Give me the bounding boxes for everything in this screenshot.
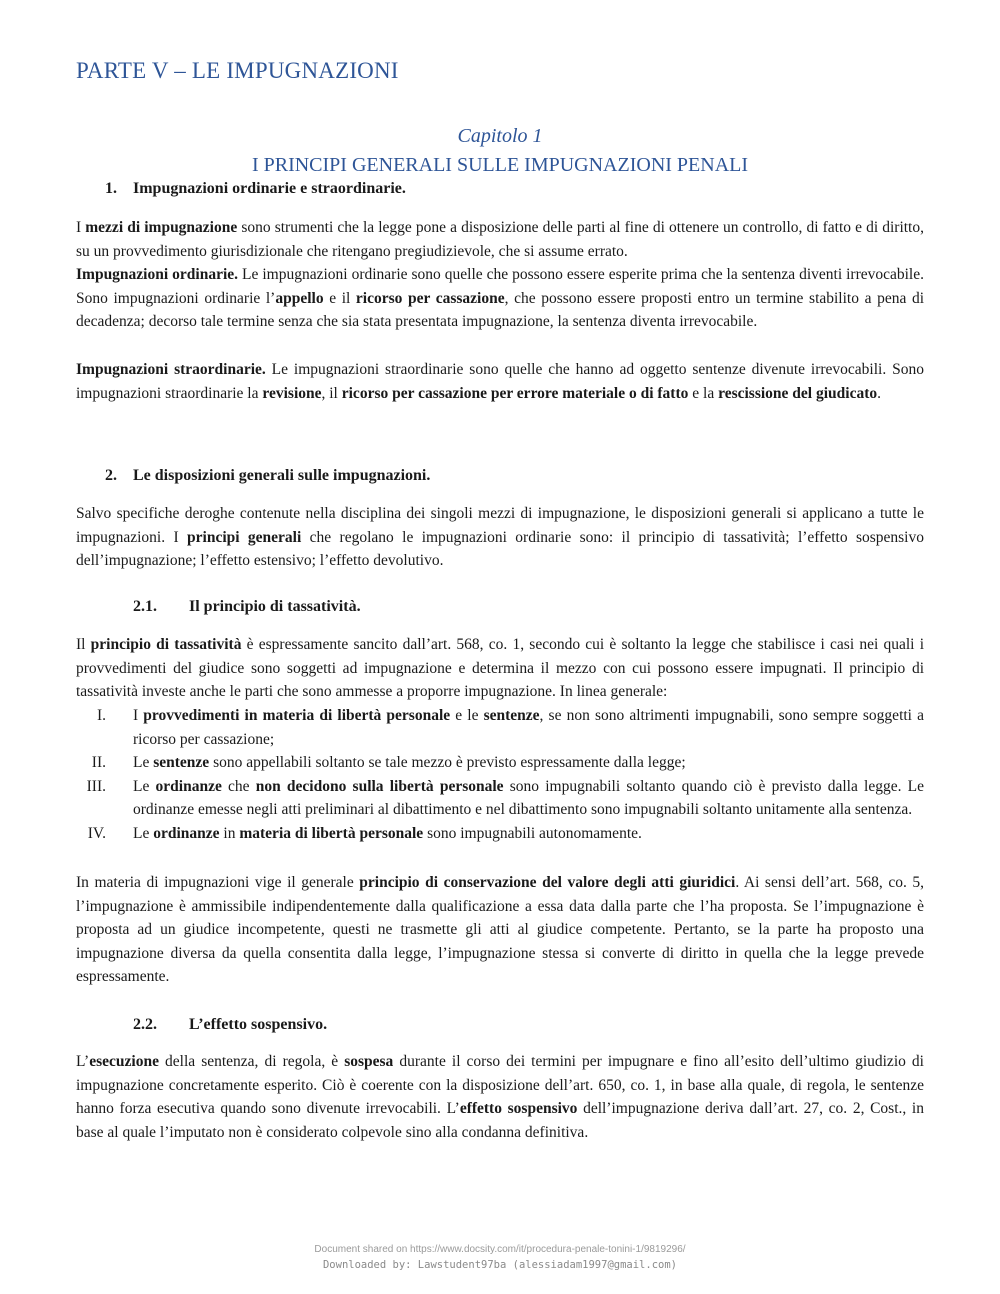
section-1-paragraph-1 — [76, 216, 924, 263]
text-run: Le impugnazioni straordinarie sono quelle che hanno ad oggetto sentenze divenute irrevocabili. Sono impugnazioni straordinarie la — [76, 361, 924, 402]
text-run: sono strumenti che la legge pone a disposizione delle parti al fine di ottenere un controllo, di fatto e di diritto, su un provvedimento giurisdizionale che ritengano pregiudizievole, che si assume errato. — [76, 219, 924, 260]
text-run: Le impugnazioni ordinarie sono quelle che possono essere esperite prima che la sentenza diventi irrevocabile. Sono impugnazioni ordinarie l’ — [76, 266, 924, 307]
section-title: Impugnazioni ordinarie e straordinarie. — [133, 180, 406, 197]
text-run: I — [133, 707, 144, 724]
bold-term: sentenze — [483, 707, 540, 724]
text-run: dell’impugnazione deriva dall’art. 27, co. 2, Cost., in base al quale l’imputato non è considerato colpevole sino alla condanna definitiva. — [76, 1100, 924, 1141]
chapter-title: I PRINCIPI GENERALI SULLE IMPUGNAZIONI PENALI — [251, 154, 749, 176]
text-run: sono appellabili soltanto se tale mezzo è previsto espressamente dalla legge; — [209, 754, 686, 772]
bold-term: appello — [275, 289, 324, 307]
text-run: Le — [133, 824, 154, 842]
bold-term: ordinanze — [155, 777, 222, 795]
text-run: L’ — [76, 1053, 90, 1070]
section-number: 1. — [105, 180, 117, 197]
bold-term: Impugnazioni straordinarie. — [76, 361, 266, 378]
section-title: Il principio di tassatività. — [189, 598, 361, 615]
bold-term: Impugnazioni ordinarie. — [76, 266, 239, 283]
section-1-paragraph-2 — [76, 263, 924, 334]
text-run: della sentenza, di regola, è — [158, 1053, 345, 1070]
text-run: sono impugnabili soltanto quando ciò è previsto dalla legge. Le ordinanze emesse negli atti preliminari al dibattimento e nel dibattimento sono impugnabili soltanto unitamente alla sentenza. — [133, 777, 924, 819]
bold-term: esecuzione — [89, 1053, 159, 1070]
section-title: L’effetto sospensivo. — [189, 1016, 328, 1033]
text-run: in — [219, 824, 240, 842]
section-2-2-heading — [133, 1016, 327, 1034]
list-item — [76, 822, 924, 846]
text-run: che regolano le impugnazioni ordinarie sono: il principio di tassatività; l’effetto sospensivo dell’impugnazione; l’effetto estensivo; l’effetto devolutivo. — [76, 528, 924, 570]
list-item — [76, 775, 924, 822]
text-run: sono impugnabili autonomamente. — [423, 824, 642, 842]
text-run: . Ai sensi dell’art. 568, co. 5, l’impugnazione è ammissibile indipendentemente dalla qualificazione a essa data dalla parte che l’ha proposta. Se l’impugnazione è proposta ad un giudice incompetente, questi ne trasmette gli atti al giudice competente. Pertanto, se la parte ha proposto una impugnazione diversa da quella consentita dalla legge, l’impugnazione stessa si converte di diritto in quella che la legge prevede espressamente. — [76, 874, 924, 986]
bold-term: mezzi di impugnazione — [85, 219, 238, 236]
section-2-paragraph-1 — [76, 502, 924, 573]
footer-shared-link[interactable]: Document shared on https://www.docsity.com/it/procedura-penale-tonini-1/9819296/ — [314, 1244, 686, 1255]
chapter-label: Capitolo 1 — [457, 125, 543, 147]
text-run: Le — [133, 754, 154, 772]
list-number: I. — [96, 707, 106, 724]
list-number: IV. — [87, 824, 106, 842]
bold-term: effetto sospensivo — [459, 1100, 578, 1118]
bold-term: principio di tassatività — [90, 636, 242, 653]
bold-term: sospesa — [344, 1053, 394, 1070]
section-1-paragraph-3 — [76, 358, 924, 405]
text-run: e la — [688, 384, 719, 402]
bold-term: ordinanze — [153, 824, 220, 842]
text-run: Le — [133, 777, 156, 795]
list-number: II. — [91, 754, 106, 772]
bold-term: revisione — [262, 384, 322, 402]
text-run: che — [221, 777, 256, 795]
text-run: , che possono essere proposti entro un termine stabilito a pena di decadenza; decorso tale termine senza che sia stata presentata impugnazione, la sentenza diventa irrevocabile. — [76, 289, 924, 331]
text-run: durante il corso dei termini per impugnare e fino all’esito dell’ultimo giudizio di impugnazione concretamente esperito. Ciò è coerente con la disposizione dell’art. 650, co. 1, in base alla quale, di regola, le sentenze hanno forza esecutiva quando sono divenute irrevocabili. L’ — [76, 1053, 924, 1118]
section-2-1-paragraph-1 — [76, 633, 924, 704]
text-run: , il — [321, 384, 342, 402]
footer-downloaded-by: Downloaded by: Lawstudent97ba (alessiadam1997@gmail.com) — [322, 1259, 677, 1271]
text-run: In materia di impugnazioni vige il generale — [76, 874, 360, 891]
text-run: Il — [76, 636, 91, 653]
text-run: , se non sono altrimenti impugnabili, sono sempre soggetti a ricorso per cassazione; — [133, 707, 924, 748]
list-item — [76, 751, 924, 775]
bold-term: provvedimenti in materia di libertà personale — [143, 707, 451, 724]
list-item — [76, 704, 924, 751]
text-run: è espressamente sancito dall’art. 568, co. 1, secondo cui è soltanto la legge che stabilisce i casi nei quali i provvedimenti del giudice sono soggetti ad impugnazione e determina il mezzo con cui possono essere impugnati. Il principio di tassatività investe anche le parti che sono ammesse a proporre impugnazione. In linea generale: — [76, 636, 924, 701]
text-run: . — [877, 384, 881, 402]
bold-term: principi generali — [187, 528, 302, 546]
text-run: I — [76, 219, 86, 236]
bold-term: materia di libertà personale — [239, 824, 424, 842]
text-run: e il — [323, 289, 356, 307]
bold-term: principio di conservazione del valore degli atti giuridici — [359, 874, 736, 891]
text-run: Salvo specifiche deroghe contenute nella disciplina dei singoli mezzi di impugnazione, le disposizioni generali si applicano a tutte le impugnazioni. I — [76, 505, 924, 546]
part-title: PARTE V – LE IMPUGNAZIONI — [76, 58, 399, 83]
bold-term: sentenze — [153, 754, 210, 772]
section-2-1-paragraph-2 — [76, 871, 924, 989]
bold-term: non decidono sulla libertà personale — [255, 777, 504, 795]
section-2-heading — [105, 467, 430, 485]
section-2-2-paragraph-1 — [76, 1050, 924, 1144]
bold-term: ricorso per cassazione per errore materiale o di fatto — [341, 384, 689, 402]
roman-list — [76, 704, 924, 846]
section-number: 2. — [105, 467, 117, 484]
bold-term: rescissione del giudicato — [718, 384, 878, 402]
text-run: e le — [450, 707, 484, 724]
section-number: 2.2. — [133, 1016, 157, 1033]
section-number: 2.1. — [133, 598, 157, 615]
bold-term: ricorso per cassazione — [355, 289, 505, 307]
section-1-heading — [105, 180, 406, 198]
list-number: III. — [86, 777, 106, 795]
section-title: Le disposizioni generali sulle impugnazioni. — [133, 467, 431, 484]
section-2-1-heading — [133, 598, 361, 616]
